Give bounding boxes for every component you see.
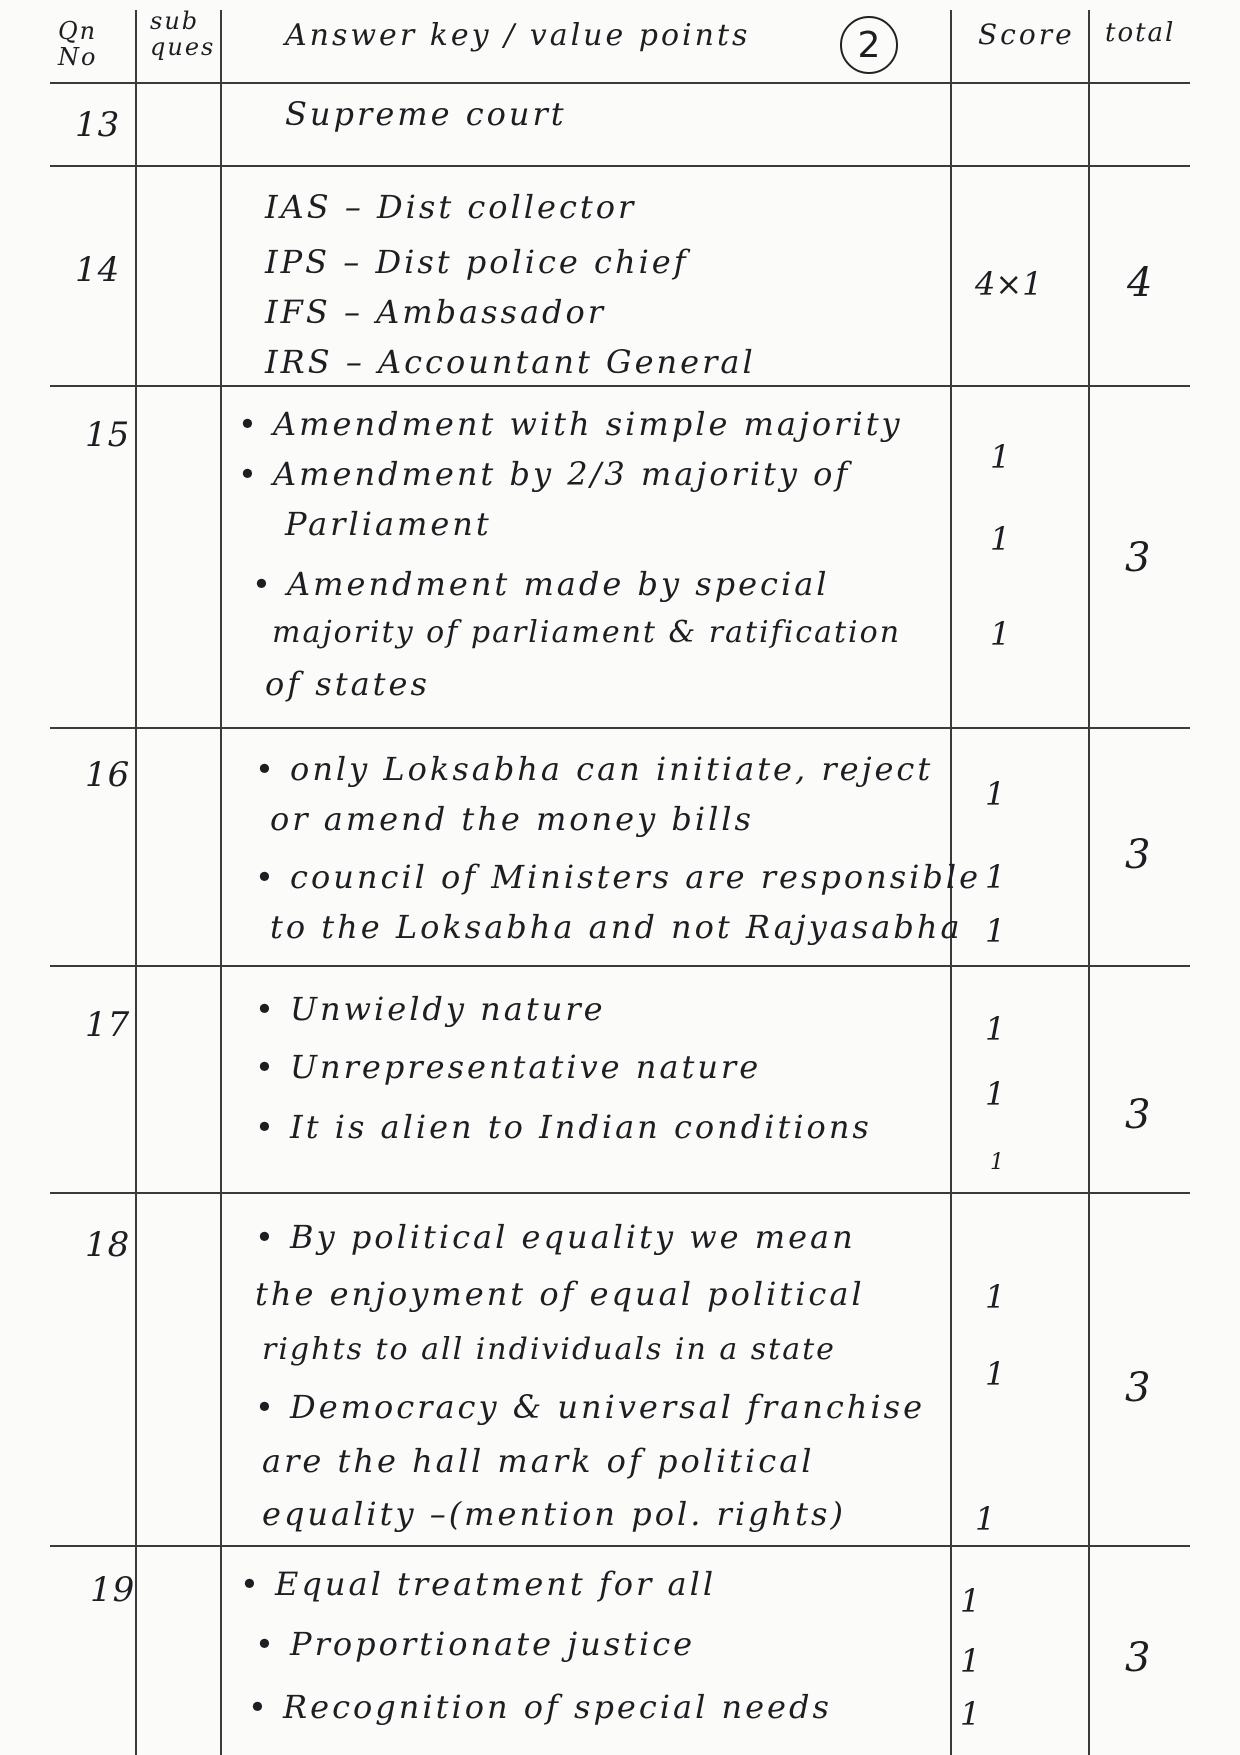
- answer-line: are the hall mark of political: [262, 1442, 815, 1480]
- score-mark: 4×1: [975, 265, 1043, 303]
- answer-line: IRS – Accountant General: [265, 343, 756, 381]
- answer-line: • only Loksabha can initiate, reject: [255, 750, 934, 788]
- score-mark: 1: [990, 438, 1011, 476]
- column-divider: [135, 10, 137, 1755]
- answer-line: Parliament: [285, 505, 492, 543]
- answer-line: • Democracy & universal franchise: [255, 1388, 925, 1426]
- answer-line: • Amendment made by special: [252, 565, 830, 603]
- header-sub-ques: sub ques: [150, 7, 216, 61]
- header-answer-key: Answer key / value points: [285, 18, 751, 53]
- question-number: 13: [75, 105, 121, 145]
- score-mark: 1: [960, 1695, 981, 1733]
- answer-line: IAS – Dist collector: [265, 188, 637, 226]
- question-number: 17: [85, 1005, 131, 1045]
- answer-line: • Unrepresentative nature: [255, 1048, 762, 1086]
- answer-line: to the Loksabha and not Rajyasabha: [270, 908, 963, 946]
- answer-line: • Amendment with simple majority: [238, 405, 903, 443]
- header-score: Score: [978, 18, 1075, 51]
- answer-line: • It is alien to Indian conditions: [255, 1108, 872, 1146]
- score-mark: 1: [975, 1500, 996, 1538]
- answer-line: • Amendment by 2/3 majority of: [238, 455, 851, 493]
- answer-line: • By political equality we mean: [255, 1218, 856, 1256]
- score-mark: 1: [960, 1642, 981, 1680]
- score-mark: 1: [985, 912, 1006, 950]
- question-number: 14: [75, 250, 121, 290]
- answer-line: of states: [265, 665, 430, 703]
- total-mark: 4: [1127, 260, 1153, 306]
- question-number: 16: [85, 755, 131, 795]
- answer-line: or amend the money bills: [270, 800, 754, 838]
- answer-line: • Recognition of special needs: [248, 1688, 832, 1726]
- score-mark: 1: [985, 1010, 1006, 1048]
- score-mark: 1: [990, 1150, 1004, 1175]
- score-mark: 1: [990, 520, 1011, 558]
- answer-line: • Unwieldy nature: [255, 990, 606, 1028]
- total-mark: 3: [1125, 535, 1151, 581]
- column-divider: [1088, 10, 1090, 1755]
- column-divider: [220, 10, 222, 1755]
- total-mark: 3: [1125, 1092, 1151, 1138]
- total-mark: 3: [1125, 1365, 1151, 1411]
- question-number: 19: [90, 1570, 136, 1610]
- score-mark: 1: [985, 858, 1006, 896]
- answer-line: rights to all individuals in a state: [262, 1332, 836, 1367]
- answer-line: the enjoyment of equal political: [255, 1275, 865, 1313]
- score-mark: 1: [960, 1582, 981, 1620]
- answer-line: • Equal treatment for all: [240, 1565, 717, 1603]
- answer-line: • council of Ministers are responsible: [255, 858, 982, 896]
- score-mark: 1: [985, 775, 1006, 813]
- question-number: 15: [85, 415, 131, 455]
- total-mark: 3: [1125, 832, 1151, 878]
- answer-line: equality –(mention pol. rights): [262, 1495, 846, 1533]
- score-mark: 1: [985, 1355, 1006, 1393]
- answer-line: • Proportionate justice: [255, 1625, 696, 1663]
- answer-line: IFS – Ambassador: [265, 293, 607, 331]
- header-qn-no: Qn No: [58, 17, 98, 71]
- score-mark: 1: [990, 615, 1011, 653]
- question-number: 18: [85, 1225, 131, 1265]
- total-mark: 3: [1125, 1635, 1151, 1681]
- answer-line: Supreme court: [285, 95, 567, 133]
- answer-line: IPS – Dist police chief: [265, 243, 689, 281]
- answer-line: majority of parliament & ratification: [272, 615, 902, 650]
- score-mark: 1: [985, 1075, 1006, 1113]
- header-total: total: [1105, 18, 1176, 48]
- page-number-badge: 2: [840, 16, 898, 74]
- score-mark: 1: [985, 1278, 1006, 1316]
